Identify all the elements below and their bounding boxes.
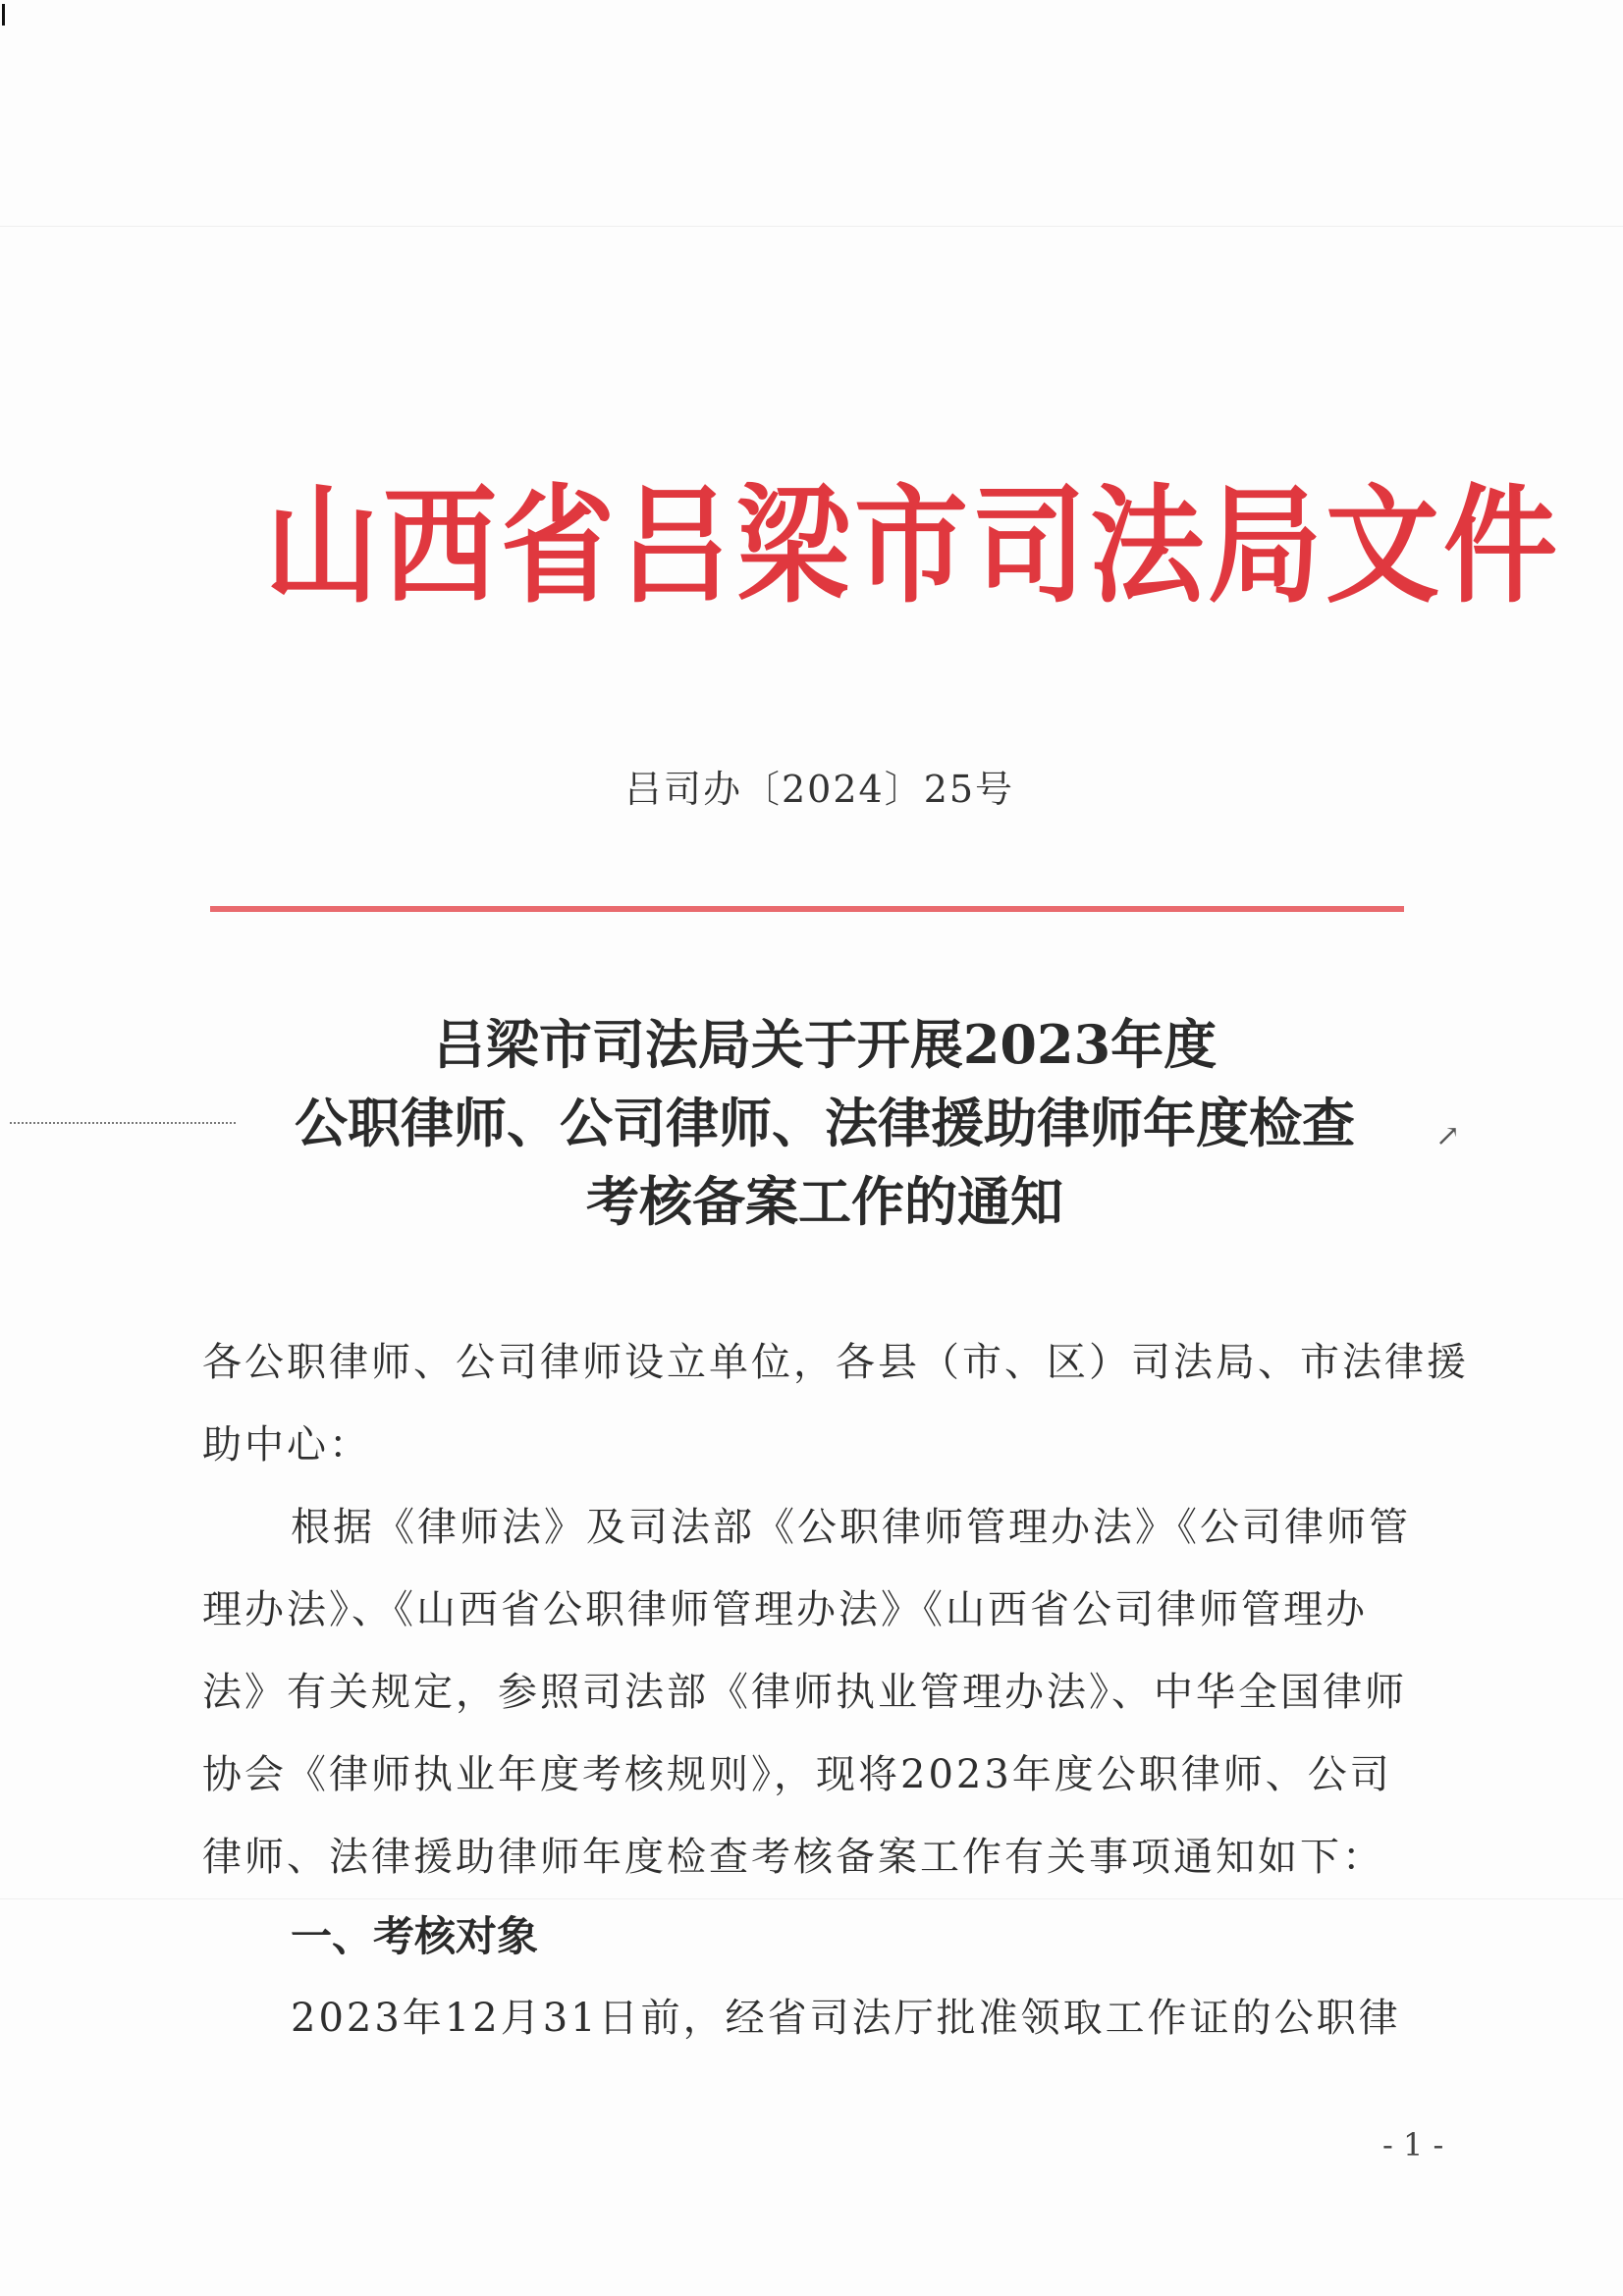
salutation-line-2: 助中心： bbox=[202, 1422, 371, 1468]
section-1-heading: 一、考核对象 bbox=[291, 1912, 539, 1960]
scan-corner-mark bbox=[2, 4, 5, 26]
paragraph-1-line-2: 理办法》、《山西省公职律师管理办法》《山西省公司律师管理办 bbox=[202, 1587, 1368, 1632]
scan-artifact-line bbox=[0, 226, 1623, 227]
notice-title-line-1: 吕梁市司法局关于开展2023年度 bbox=[432, 1013, 1217, 1076]
page-number: - 1 - bbox=[1382, 2126, 1444, 2163]
scan-artifact-line bbox=[0, 1898, 1623, 1899]
document-number: 吕司办〔2024〕25号 bbox=[624, 768, 1015, 811]
section-1-line-1: 2023年12月31日前，经省司法厅批准领取工作证的公职律 bbox=[291, 1996, 1401, 2041]
paragraph-1-line-5: 律师、法律援助律师年度检查考核备案工作有关事项通知如下： bbox=[202, 1835, 1384, 1880]
paragraph-1-line-1: 根据《律师法》及司法部《公职律师管理办法》《公司律师管 bbox=[291, 1505, 1411, 1550]
notice-title-line-3: 考核备案工作的通知 bbox=[586, 1170, 1063, 1233]
paragraph-1-line-3: 法》有关规定，参照司法部《律师执业管理办法》、中华全国律师 bbox=[202, 1670, 1407, 1715]
issuer-header-title: 山西省吕梁市司法局文件 bbox=[265, 471, 1561, 621]
red-separator-rule bbox=[210, 906, 1404, 912]
pen-tick-mark: ↗ bbox=[1435, 1119, 1461, 1153]
notice-title-line-2: 公职律师、公司律师、法律援助律师年度检查 bbox=[295, 1092, 1355, 1154]
paragraph-1-line-4: 协会《律师执业年度考核规则》，现将2023年度公职律师、公司 bbox=[202, 1752, 1392, 1797]
salutation-line-1: 各公职律师、公司律师设立单位，各县（市、区）司法局、市法律援 bbox=[202, 1340, 1469, 1385]
